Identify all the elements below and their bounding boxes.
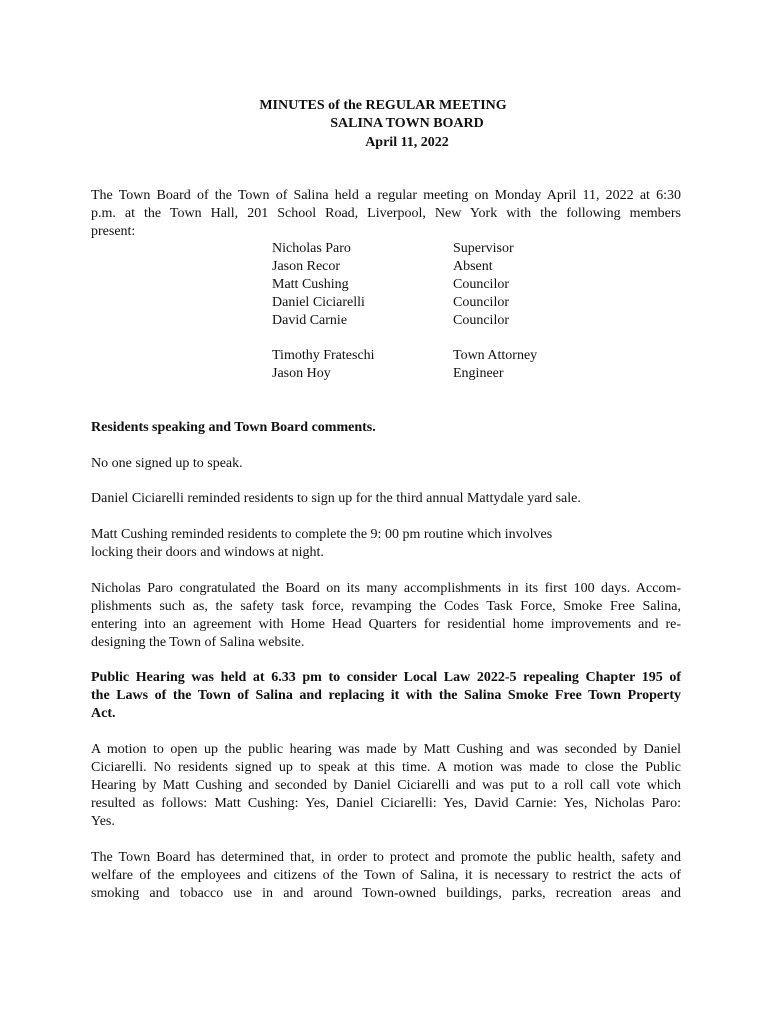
hearing-heading: Public Hearing was held at 6.33 pm to consider Local Law 2022-5 repealing Chapter 195 of: [91, 670, 681, 685]
staff-role: Town Attorney: [453, 348, 538, 363]
hearing-paragraph: Yes.: [91, 814, 115, 829]
staff-name: Timothy Frateschi: [272, 348, 375, 363]
residents-paragraph: Daniel Ciciarelli reminded residents to sign up for the third annual Mattydale yard sale.: [91, 491, 581, 506]
member-role: Councilor: [453, 313, 509, 328]
residents-paragraph: plishments such as, the safety task force, revamping the Codes Task Force, Smoke Free Salina,: [91, 599, 681, 614]
member-name: Matt Cushing: [272, 277, 349, 292]
member-role: Absent: [453, 259, 493, 274]
residents-heading: Residents speaking and Town Board comments.: [91, 420, 376, 435]
title-line-1: MINUTES of the REGULAR MEETING: [259, 98, 507, 113]
member-role: Councilor: [453, 277, 509, 292]
residents-paragraph: designing the Town of Salina website.: [91, 635, 305, 650]
staff-name: Jason Hoy: [272, 366, 331, 381]
hearing-paragraph: A motion to open up the public hearing was made by Matt Cushing and was seconded by Daniel: [91, 742, 681, 757]
hearing-heading: Act.: [91, 706, 116, 721]
hearing-paragraph: The Town Board has determined that, in order to protect and promote the public health, safety and: [91, 850, 681, 865]
member-name: Jason Recor: [272, 259, 341, 274]
residents-paragraph: No one signed up to speak.: [91, 456, 243, 471]
residents-paragraph: Nicholas Paro congratulated the Board on its many accomplishments in its first 100 days. Accom-: [91, 581, 681, 596]
residents-paragraph: entering into an agreement with Home Head Quarters for residential home improvements and re-: [91, 617, 681, 632]
hearing-paragraph: Ciciarelli. No residents signed up to speak at this time. A motion was made to close the Public: [91, 760, 681, 775]
residents-paragraph: locking their doors and windows at night.: [91, 545, 324, 560]
intro-line-2: p.m. at the Town Hall, 201 School Road, Liverpool, New York with the following members: [91, 206, 681, 221]
member-name: Nicholas Paro: [272, 241, 351, 256]
member-name: Daniel Ciciarelli: [272, 295, 365, 310]
member-role: Supervisor: [453, 241, 514, 256]
hearing-heading: the Laws of the Town of Salina and replacing it with the Salina Smoke Free Town Property: [91, 688, 681, 703]
staff-role: Engineer: [453, 366, 504, 381]
meeting-date: April 11, 2022: [365, 135, 449, 150]
hearing-paragraph: resulted as follows: Matt Cushing: Yes, Daniel Ciciarelli: Yes, David Carnie: Yes, Nicholas Paro:: [91, 796, 681, 811]
hearing-paragraph: welfare of the employees and citizens of the Town of Salina, it is necessary to restrict the acts of: [91, 868, 681, 883]
member-name: David Carnie: [272, 313, 348, 328]
hearing-paragraph: Hearing by Matt Cushing and seconded by Daniel Ciciarelli and was put to a roll call vote which: [91, 778, 681, 793]
residents-paragraph: Matt Cushing reminded residents to complete the 9: 00 pm routine which involves: [91, 527, 553, 542]
title-line-2: SALINA TOWN BOARD: [330, 116, 484, 131]
intro-line-3: present:: [91, 224, 136, 239]
hearing-paragraph: smoking and tobacco use in and around Town-owned buildings, parks, recreation areas and: [91, 886, 681, 901]
member-role: Councilor: [453, 295, 509, 310]
intro-line-1: The Town Board of the Town of Salina held a regular meeting on Monday April 11, 2022 at 6:30: [91, 188, 681, 203]
